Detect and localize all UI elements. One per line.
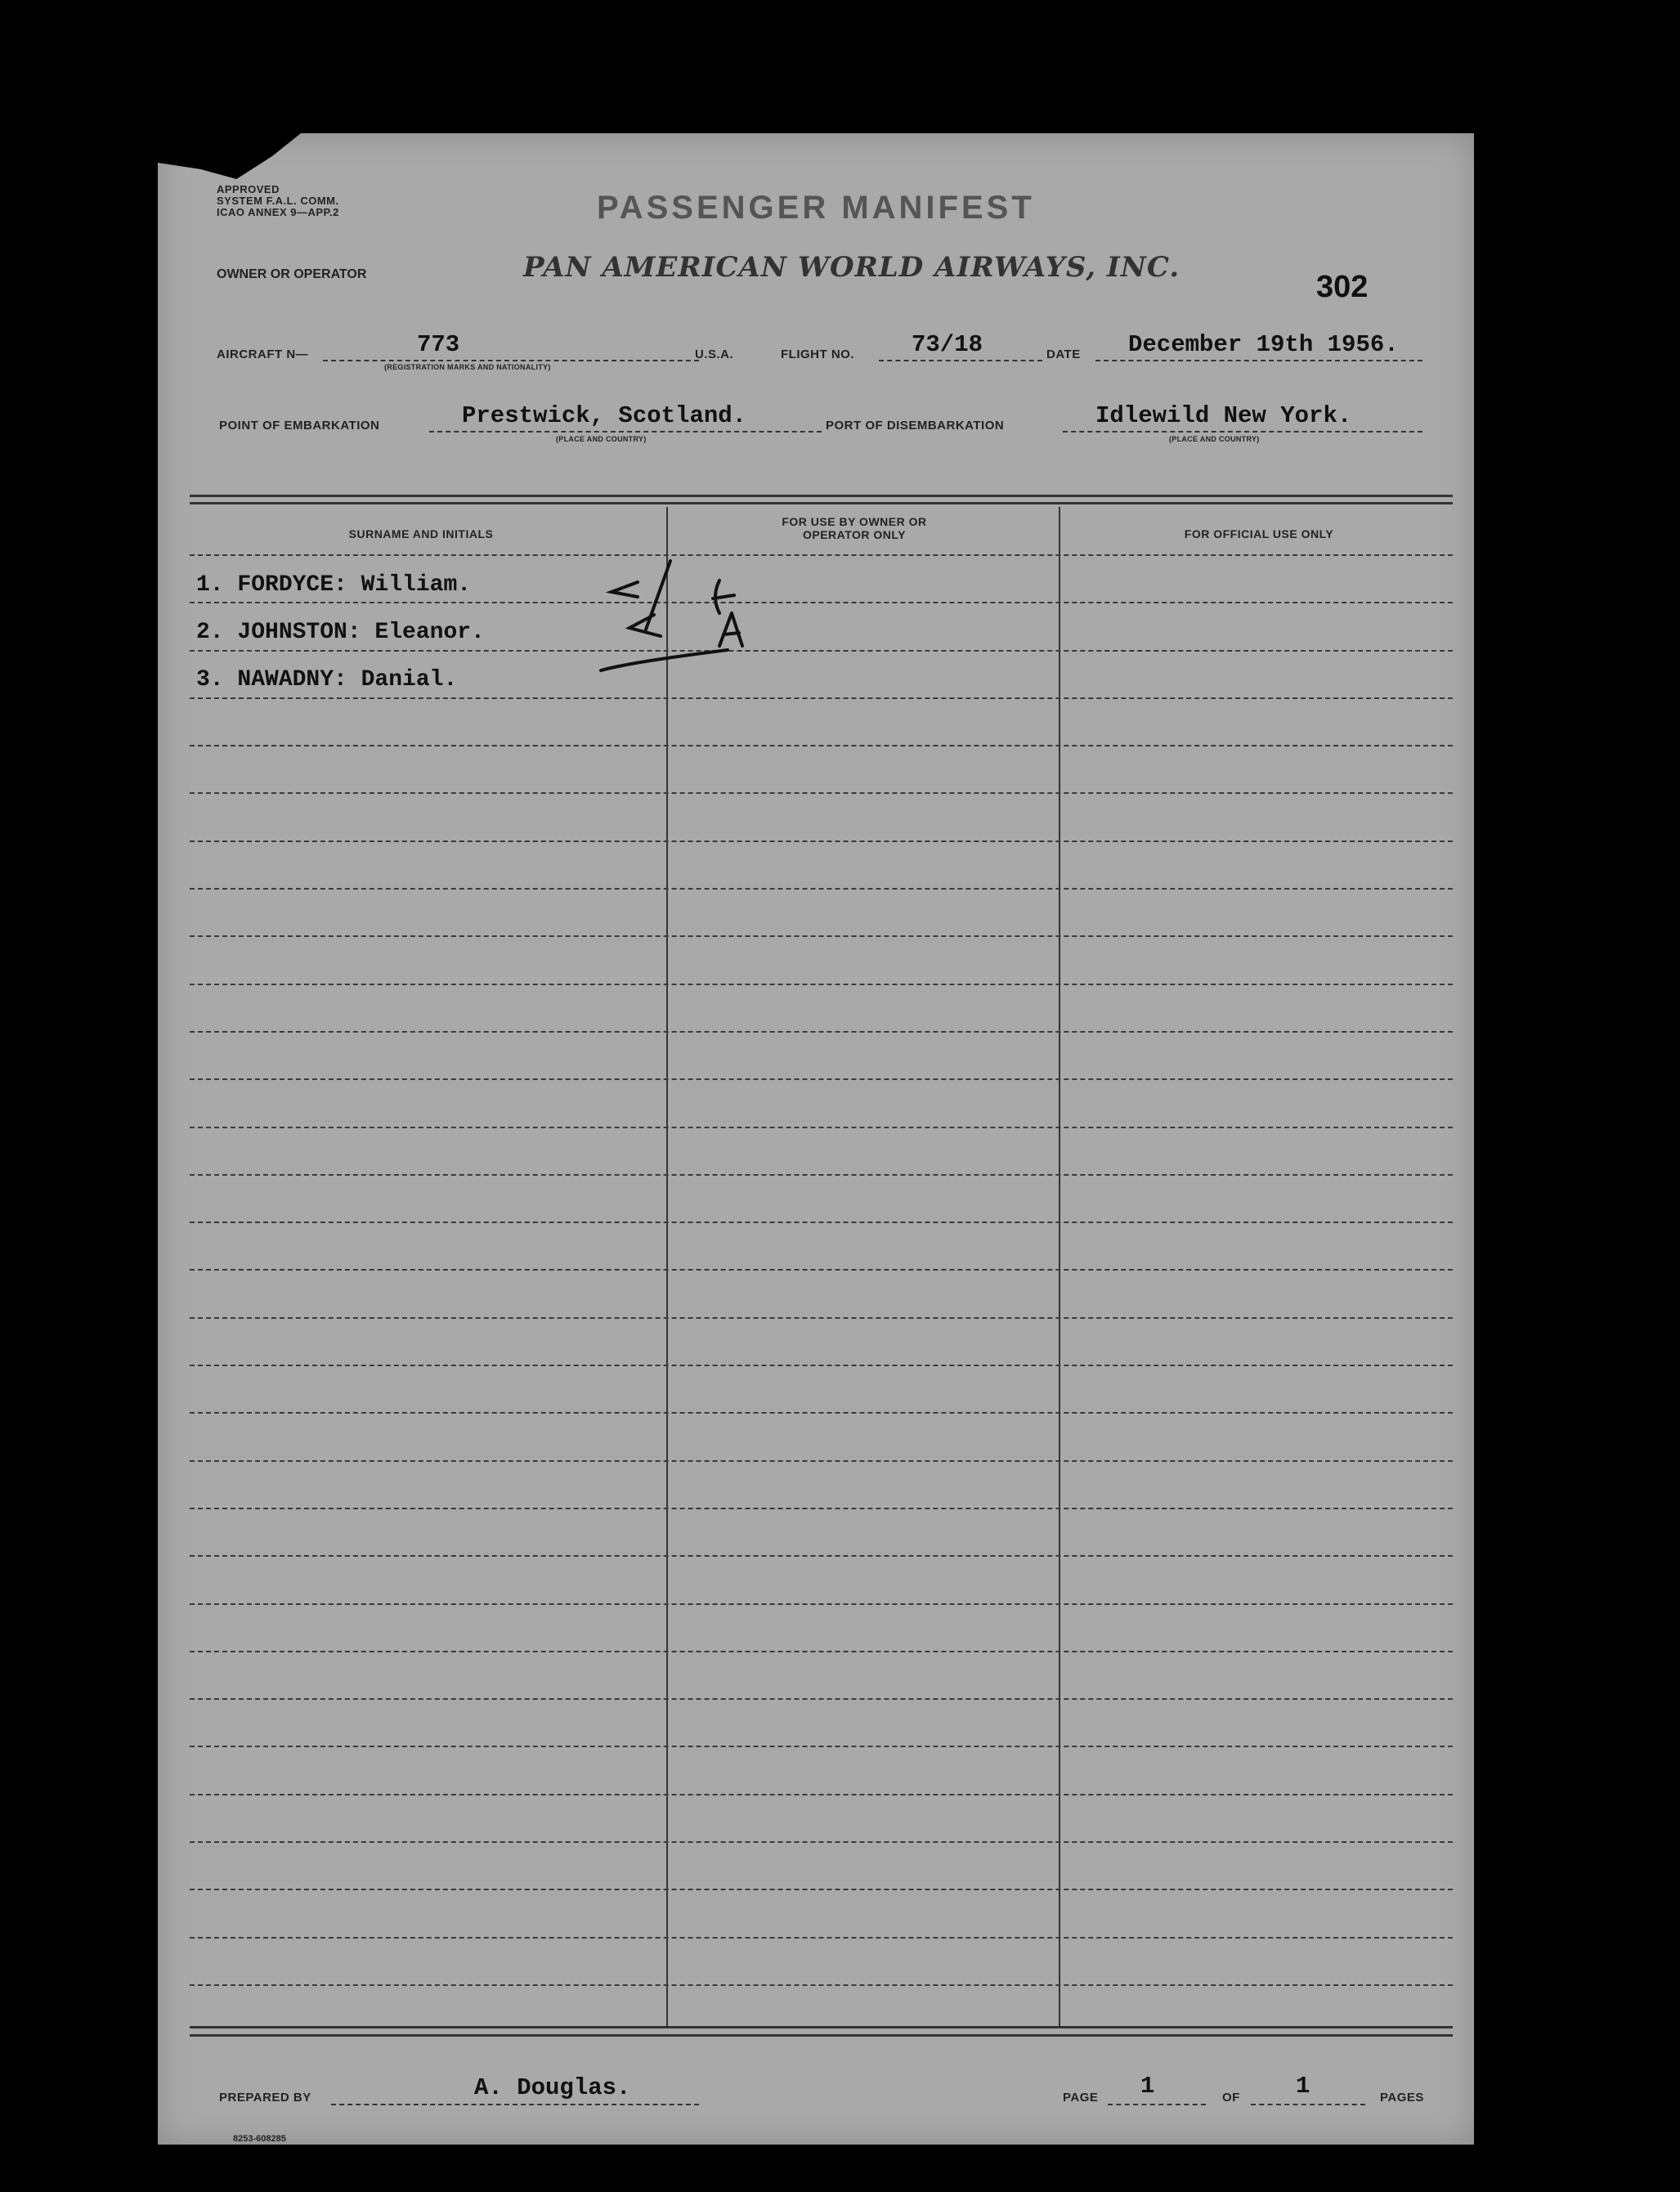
check-mark bbox=[601, 650, 728, 670]
row-rule bbox=[190, 1984, 1453, 1986]
passenger-row: 1. FORDYCE: William. bbox=[196, 572, 472, 598]
aircraft-value: 773 bbox=[417, 331, 460, 358]
embark-value: Prestwick, Scotland. bbox=[462, 402, 747, 429]
embark-underline bbox=[429, 431, 822, 433]
date-underline bbox=[1095, 360, 1422, 361]
page-title: PASSENGER MANIFEST bbox=[597, 190, 1035, 226]
approval-line: APPROVED bbox=[217, 183, 280, 195]
col-owner-header: FOR USE BY OWNER OR OPERATOR ONLY bbox=[782, 515, 927, 541]
flight-underline bbox=[879, 360, 1042, 361]
prepared-underline bbox=[331, 2104, 699, 2105]
table-top-rule bbox=[190, 495, 1453, 497]
row-rule bbox=[190, 1794, 1453, 1795]
row-rule bbox=[190, 602, 1453, 603]
prepared-label: PREPARED BY bbox=[219, 2091, 311, 2105]
embark-note: (PLACE AND COUNTRY) bbox=[556, 435, 647, 443]
col-surname-header: SURNAME AND INITIALS bbox=[348, 527, 494, 540]
of-value: 1 bbox=[1296, 2073, 1310, 2100]
row-rule bbox=[190, 650, 1453, 652]
row-rule bbox=[190, 1365, 1453, 1366]
row-rule bbox=[190, 1127, 1453, 1128]
row-rule bbox=[190, 1317, 1453, 1319]
flight-value: 73/18 bbox=[912, 331, 983, 358]
initials-mark bbox=[713, 580, 734, 613]
row-rule bbox=[190, 697, 1453, 699]
flight-label: FLIGHT NO. bbox=[781, 347, 854, 361]
initials-mark bbox=[719, 613, 742, 646]
col-official-header: FOR OFFICIAL USE ONLY bbox=[1184, 527, 1334, 540]
form-code: 8253-608285 bbox=[233, 2134, 286, 2144]
approval-stamp bbox=[217, 184, 339, 218]
row-rule bbox=[190, 935, 1453, 937]
page-value: 1 bbox=[1140, 2073, 1155, 2100]
row-rule bbox=[190, 745, 1453, 746]
page-underline bbox=[1108, 2104, 1206, 2105]
date-label: DATE bbox=[1046, 347, 1081, 361]
sheet-number: 302 bbox=[1316, 270, 1369, 304]
of-label: OF bbox=[1222, 2091, 1240, 2105]
prepared-value: A. Douglas. bbox=[474, 2074, 631, 2101]
row-rule bbox=[190, 1746, 1453, 1747]
table-bottom-rule bbox=[190, 2026, 1453, 2028]
row-rule bbox=[190, 840, 1453, 842]
row-rule bbox=[190, 792, 1453, 794]
table-top-rule-2 bbox=[190, 502, 1453, 504]
manifest-sheet bbox=[158, 133, 1474, 2145]
row-rule bbox=[190, 1603, 1453, 1605]
row-rule bbox=[190, 1841, 1453, 1843]
approval-line: SYSTEM F.A.L. COMM. bbox=[217, 195, 339, 207]
row-rule bbox=[190, 1937, 1453, 1939]
passenger-row: 3. NAWADNY: Danial. bbox=[196, 667, 458, 693]
row-rule bbox=[190, 1222, 1453, 1223]
row-rule bbox=[190, 1651, 1453, 1652]
embark-label: POINT OF EMBARKATION bbox=[219, 419, 380, 433]
row-rule bbox=[190, 554, 1453, 556]
aircraft-label: AIRCRAFT N— bbox=[217, 347, 309, 361]
date-value: December 19th 1956. bbox=[1128, 331, 1399, 358]
approval-line: ICAO ANNEX 9—APP.2 bbox=[217, 206, 339, 218]
of-underline bbox=[1251, 2104, 1365, 2105]
handwritten-checkmarks bbox=[597, 556, 777, 687]
row-rule bbox=[190, 1412, 1453, 1414]
disembark-underline bbox=[1063, 431, 1422, 433]
row-rule bbox=[190, 1078, 1453, 1080]
owner-label: OWNER OR OPERATOR bbox=[217, 267, 367, 281]
row-rule bbox=[190, 1889, 1453, 1890]
disembark-value: Idlewild New York. bbox=[1095, 402, 1352, 429]
airline-name: PAN AMERICAN WORLD AIRWAYS, INC. bbox=[523, 251, 1180, 284]
disembark-note: (PLACE AND COUNTRY) bbox=[1169, 435, 1260, 443]
row-rule bbox=[190, 984, 1453, 985]
row-rule bbox=[190, 1555, 1453, 1557]
row-rule bbox=[190, 1269, 1453, 1271]
page-label: PAGE bbox=[1063, 2091, 1099, 2105]
registration-note: (REGISTRATION MARKS AND NATIONALITY) bbox=[384, 363, 551, 371]
table-bottom-rule-2 bbox=[190, 2034, 1453, 2037]
row-rule bbox=[190, 888, 1453, 890]
column-divider-2 bbox=[1059, 507, 1060, 2028]
check-mark bbox=[629, 615, 661, 636]
row-rule bbox=[190, 1031, 1453, 1033]
column-divider-1 bbox=[666, 507, 668, 2028]
check-mark bbox=[646, 561, 670, 630]
row-rule bbox=[190, 1508, 1453, 1509]
passenger-row: 2. JOHNSTON: Eleanor. bbox=[196, 620, 485, 645]
aircraft-underline bbox=[323, 360, 699, 361]
usa-label: U.S.A. bbox=[695, 347, 734, 361]
disembark-label: PORT OF DISEMBARKATION bbox=[826, 419, 1005, 433]
pages-label: PAGES bbox=[1380, 2091, 1424, 2105]
check-mark bbox=[612, 582, 638, 597]
row-rule bbox=[190, 1460, 1453, 1462]
row-rule bbox=[190, 1698, 1453, 1700]
row-rule bbox=[190, 1174, 1453, 1176]
